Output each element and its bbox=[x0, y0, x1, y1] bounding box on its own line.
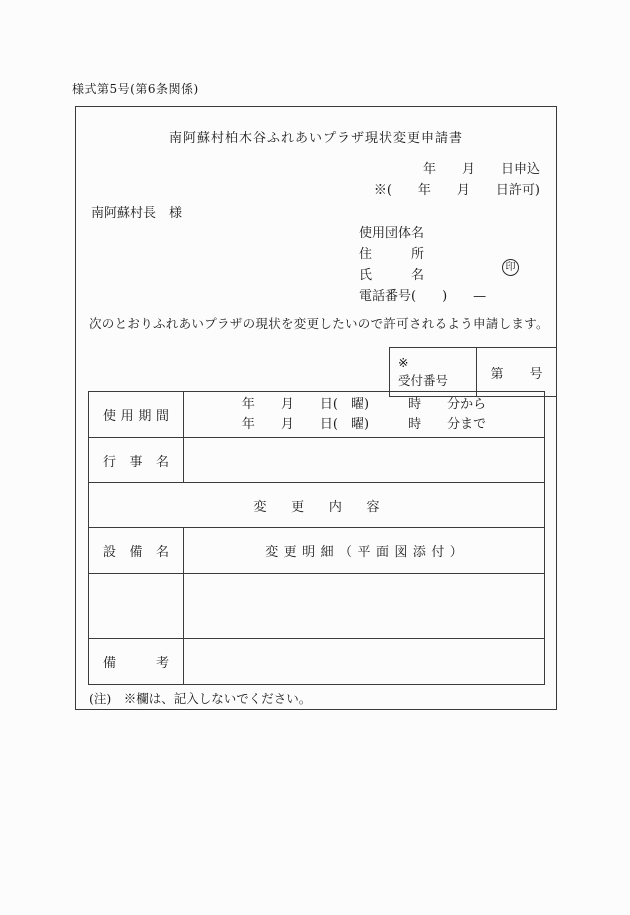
change-contents-header-row bbox=[89, 483, 545, 528]
reception-label: 受付番号 bbox=[398, 373, 449, 388]
phone-label: 電話番号( ) — bbox=[359, 289, 487, 304]
change-contents-header: 変更内容 bbox=[89, 483, 545, 528]
event-name-field bbox=[184, 438, 545, 483]
reception-number-box bbox=[389, 347, 557, 397]
reception-number-field: 第 号 bbox=[477, 348, 557, 397]
remarks-label: 備考 bbox=[89, 639, 184, 685]
footnote: (注) ※欄は、記入しないでください。 bbox=[89, 691, 312, 706]
equipment-name-field bbox=[89, 574, 184, 639]
equipment-name-label: 設備名 bbox=[89, 528, 184, 574]
usage-period-field bbox=[184, 392, 545, 438]
usage-period-to: 年 月 日( 曜) 時 分まで bbox=[241, 416, 487, 432]
document-title: 南阿蘇村柏木谷ふれあいプラザ現状変更申請書 bbox=[168, 131, 463, 146]
change-details-field bbox=[184, 574, 545, 639]
usage-period-label: 使用期間 bbox=[89, 392, 184, 438]
form-outer-border bbox=[75, 106, 557, 710]
event-name-label: 行事名 bbox=[89, 438, 184, 483]
reception-note-mark: ※ bbox=[398, 355, 409, 370]
event-name-row bbox=[89, 438, 545, 483]
group-name-label: 使用団体名 bbox=[359, 226, 425, 241]
permission-date-line: ※( 年 月 日許可) bbox=[373, 183, 540, 198]
reception-label-cell bbox=[390, 348, 477, 397]
address-label: 住 所 bbox=[359, 247, 425, 262]
remarks-row bbox=[89, 639, 545, 685]
seal-stamp-icon: 印 bbox=[502, 259, 519, 276]
application-detail-table bbox=[88, 391, 545, 685]
equipment-header-row bbox=[89, 528, 545, 574]
usage-period-row bbox=[89, 392, 545, 438]
application-date-line: 年 月 日申込 bbox=[422, 162, 540, 177]
applicant-block bbox=[359, 223, 486, 307]
change-details-header: 変更明細（平面図添付） bbox=[184, 528, 545, 574]
addressee-line: 南阿蘇村長 様 bbox=[91, 206, 183, 221]
application-statement: 次のとおりふれあいプラザの現状を変更したいので許可されるよう申請します。 bbox=[89, 316, 549, 331]
form-number: 様式第5号(第6条関係) bbox=[72, 82, 199, 96]
change-details-row bbox=[89, 574, 545, 639]
reception-row bbox=[390, 348, 557, 397]
usage-period-from: 年 月 日( 曜) 時 分から bbox=[241, 396, 487, 412]
name-label: 氏 名 bbox=[359, 268, 425, 283]
remarks-field bbox=[184, 639, 545, 685]
